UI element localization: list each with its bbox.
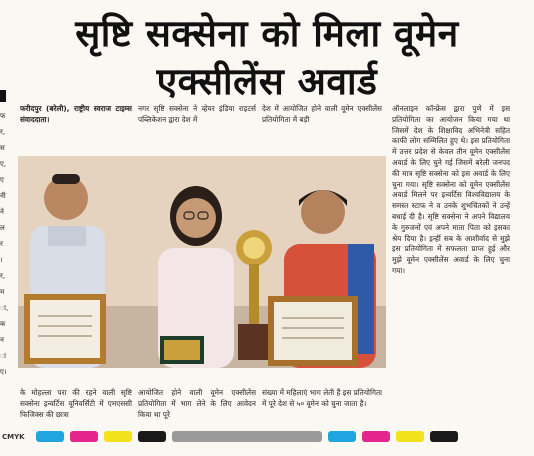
article-col3-bottom: संख्या में महिलाएं भाग लेती हैं इस प्रतियोगिता में पूरे देश से ५० वूमेन को चुना जाता है। bbox=[262, 388, 382, 408]
color-swatch bbox=[70, 431, 98, 442]
edge-fragment: म bbox=[0, 288, 5, 296]
edge-fragment: र, bbox=[0, 128, 6, 136]
color-swatch bbox=[172, 431, 322, 442]
edge-fragment: न bbox=[0, 336, 4, 344]
edge-fragment: ा, bbox=[0, 304, 9, 312]
headline-line-1: सृष्टि सक्सेना को मिला वूमेन bbox=[75, 12, 459, 55]
color-swatch bbox=[36, 431, 64, 442]
adjacent-column-fragments bbox=[0, 108, 10, 380]
article-col3-top: देश में आयोजित होने वाली वूमेन एक्सीलेंस प्रतियोगिता में बड़ी bbox=[262, 104, 382, 124]
color-swatch bbox=[362, 431, 390, 442]
edge-fragment: ए bbox=[0, 176, 4, 184]
article-col2-bottom: आयोजित होने वाली वूमेन एक्सीलेंस प्रतियोगिता में भाग लेने के लिए आवेदन किया था पूरे bbox=[138, 388, 256, 419]
edge-fragment: । bbox=[0, 256, 3, 264]
article-col1-top bbox=[20, 104, 132, 140]
edge-fragment: फ bbox=[0, 112, 6, 120]
news-photo bbox=[18, 156, 386, 368]
photo-illustration bbox=[18, 156, 386, 368]
edge-fragment: स bbox=[0, 144, 5, 152]
article-col2-top: नगर सृष्टि सक्सेना ने व्हेयर इंडिया राइटर्स पब्लिकेशन द्वारा देश में bbox=[138, 104, 256, 124]
edge-fragment: ए, bbox=[0, 160, 7, 168]
color-swatch bbox=[138, 431, 166, 442]
color-swatch bbox=[396, 431, 424, 442]
edge-fragment: ए। bbox=[0, 368, 7, 376]
edge-fragment: र bbox=[0, 240, 3, 248]
edge-fragment: ने bbox=[0, 208, 4, 216]
cmyk-label: CMYK bbox=[2, 433, 25, 441]
color-swatch bbox=[104, 431, 132, 442]
color-swatch bbox=[430, 431, 458, 442]
article-col1-bottom: के मोहल्ला परा की रहने वाली सृष्टि सक्सेना इन्वर्टिस यूनिवर्सिटी में एमएससी फिजिक्स की छात्रा bbox=[20, 388, 132, 419]
headline-line-2: एक्सीलेंस अवार्ड bbox=[156, 60, 378, 103]
edge-fragment: ल bbox=[0, 224, 5, 232]
dateline: फरीदपुर (बरेली), राष्ट्रीय स्वराज टाइम्स संवाददाता। bbox=[20, 104, 132, 124]
color-swatch bbox=[328, 431, 356, 442]
column-marker bbox=[0, 90, 6, 102]
edge-fragment: नी bbox=[0, 192, 6, 200]
edge-fragment: क bbox=[0, 320, 6, 328]
article-right-column: ऑनलाइन कॉन्फ्रेंस द्वारा पुणे में इस प्रतियोगिता का आयोजन किया गया था जिसमें देश के शिक्षाविद अभिनेत्री सहित काफी लोग सम्मिलित हुए थे। इस प्रतियोगिता में उत्तर प्रदेश से केवल तीन वूमेन एक्सीलेंस अवार्ड के लिए चुने गई जिसमें बरेली जनपद की मात्र सृष्टि सक्सेना को इस अवार्ड के लिए चुना गया। सृष्टि सक्सेना को वूमेन एक्सीलेंस अवार्ड मिलने पर इन्वर्टिस विश्वविद्यालय के समस्त स्टाफ ने व उनके शुभचिंतकों ने उन्हें बधाई दी है। सृष्टि सक्सेना ने अपने विद्यालय के गुरुजनों एवं अपने माता पिता को इसका श्रेय दिया है। इन्हीं सब के आशीर्वाद से मुझे इस प्रतियोगिता में सफलता प्राप्त हुई और मुझे वूमेन एक्सीलेंस अवार्ड के लिए चुना गया। bbox=[392, 104, 510, 275]
edge-fragment: ा bbox=[0, 352, 6, 360]
edge-fragment: र, bbox=[0, 272, 6, 280]
